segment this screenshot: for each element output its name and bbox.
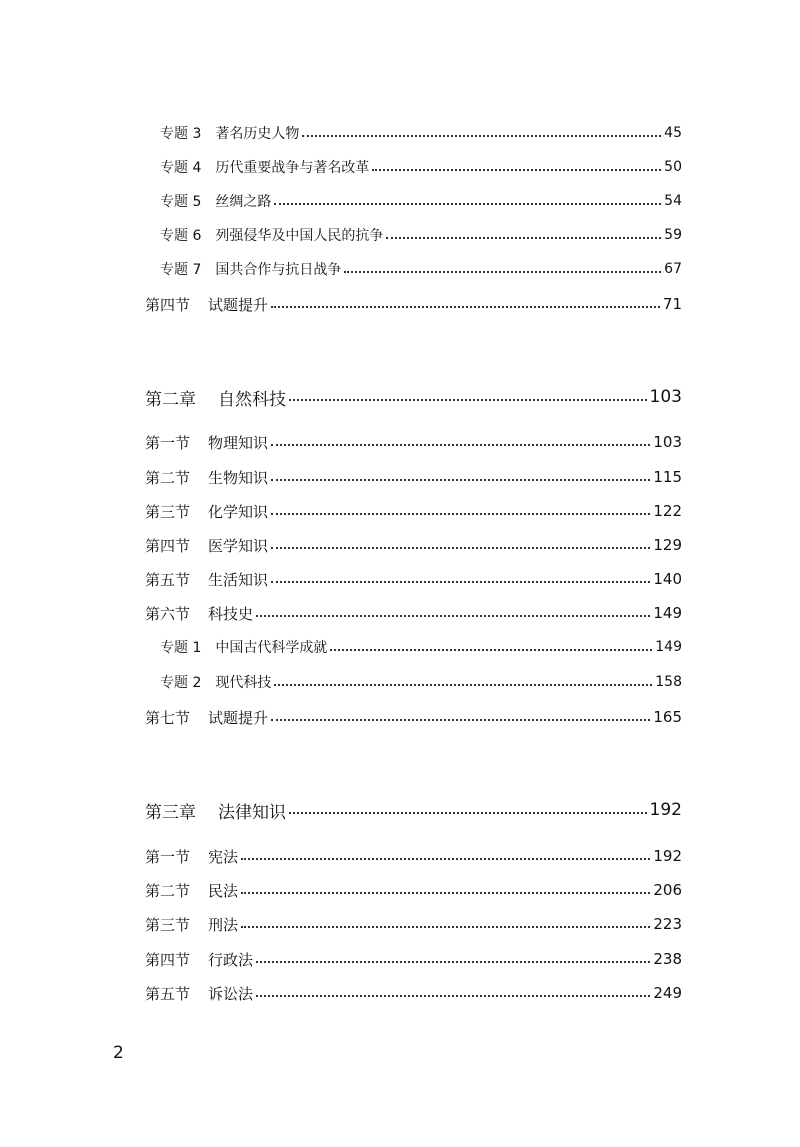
dot-leader [330, 649, 652, 651]
entry-title: 试题提升 [208, 295, 269, 314]
entry-page: 149 [655, 639, 682, 655]
dot-leader [271, 306, 660, 308]
entry-title: 著名历史人物 [215, 126, 300, 142]
page-number: 2 [113, 1043, 124, 1063]
entry-title: 医学知识 [208, 536, 269, 555]
toc-entry-topic-7 [160, 256, 682, 282]
dot-leader [386, 237, 661, 239]
chapter-page: 103 [649, 387, 682, 407]
entry-label: 专题 1 [160, 640, 202, 656]
entry-page: 54 [664, 193, 682, 209]
entry-page: 249 [653, 984, 682, 1002]
toc-entry-section-4 [145, 291, 682, 317]
entry-label: 第七节 [145, 708, 191, 727]
entry-page: 223 [653, 915, 682, 933]
entry-label: 第三节 [145, 915, 191, 934]
toc-entry-section-1 [145, 429, 682, 455]
dot-leader [289, 399, 647, 401]
dot-leader [241, 926, 650, 928]
entry-title: 物理知识 [208, 433, 269, 452]
entry-label: 第四节 [145, 295, 191, 314]
toc-entry-topic-6 [160, 222, 682, 248]
entry-title: 丝绸之路 [215, 194, 272, 210]
entry-label: 第五节 [145, 570, 191, 589]
entry-label: 第一节 [145, 847, 191, 866]
dot-leader [256, 615, 650, 617]
dot-leader [344, 271, 661, 273]
entry-page: 45 [664, 125, 682, 141]
entry-page: 238 [653, 950, 682, 968]
entry-page: 50 [664, 159, 682, 175]
chapter-label: 第三章 [145, 802, 196, 823]
chapter-page: 192 [649, 800, 682, 820]
entry-page: 67 [664, 261, 682, 277]
dot-leader [256, 961, 650, 963]
entry-page: 165 [653, 708, 682, 726]
entry-page: 140 [653, 570, 682, 588]
toc-entry-topic-1 [160, 634, 682, 660]
entry-title: 刑法 [208, 915, 239, 934]
entry-label: 第二节 [145, 881, 191, 900]
toc-entry-section-3 [145, 498, 682, 524]
toc-entry-section-6 [145, 600, 682, 626]
entry-page: 192 [653, 847, 682, 865]
toc-entry-procedural-law [145, 980, 682, 1006]
entry-title: 化学知识 [208, 502, 269, 521]
entry-title: 科技史 [208, 604, 254, 623]
entry-label: 第四节 [145, 950, 191, 969]
entry-label: 第五节 [145, 984, 191, 1003]
toc-entry-section-5 [145, 566, 682, 592]
entry-label: 专题 7 [160, 262, 202, 278]
entry-page: 206 [653, 881, 682, 899]
entry-title: 现代科技 [215, 675, 272, 691]
entry-page: 115 [653, 468, 682, 486]
toc-chapter-2 [145, 382, 682, 412]
dot-leader [302, 135, 661, 137]
entry-title: 生活知识 [208, 570, 269, 589]
entry-title: 试题提升 [208, 708, 269, 727]
toc-entry-topic-2 [160, 669, 682, 695]
entry-label: 第二节 [145, 468, 191, 487]
entry-label: 专题 2 [160, 675, 202, 691]
entry-title: 宪法 [208, 847, 239, 866]
entry-label: 第一节 [145, 433, 191, 452]
toc-entry-civil-law [145, 877, 682, 903]
dot-leader [271, 479, 650, 481]
entry-title: 中国古代科学成就 [215, 640, 328, 656]
entry-page: 71 [662, 295, 682, 313]
chapter-label: 第二章 [145, 389, 196, 410]
entry-label: 第三节 [145, 502, 191, 521]
toc-entry-criminal-law [145, 911, 682, 937]
entry-title: 历代重要战争与著名改革 [215, 160, 370, 176]
entry-label: 专题 6 [160, 228, 202, 244]
entry-title: 列强侵华及中国人民的抗争 [215, 228, 384, 244]
toc-entry-section-2 [145, 464, 682, 490]
dot-leader [274, 203, 661, 205]
entry-page: 149 [653, 604, 682, 622]
dot-leader [271, 719, 650, 721]
entry-page: 103 [653, 433, 682, 451]
entry-page: 122 [653, 502, 682, 520]
toc-entry-topic-3 [160, 120, 682, 146]
dot-leader [271, 513, 650, 515]
dot-leader [256, 995, 650, 997]
dot-leader [241, 892, 650, 894]
entry-title: 国共合作与抗日战争 [215, 262, 342, 278]
entry-page: 59 [664, 227, 682, 243]
toc-entry-section-7 [145, 704, 682, 730]
entry-label: 第六节 [145, 604, 191, 623]
entry-label: 第四节 [145, 536, 191, 555]
toc-entry-constitution [145, 843, 682, 869]
entry-label: 专题 4 [160, 160, 202, 176]
dot-leader [271, 547, 650, 549]
dot-leader [271, 581, 650, 583]
toc-entry-topic-4 [160, 154, 682, 180]
entry-title: 民法 [208, 881, 239, 900]
entry-page: 129 [653, 536, 682, 554]
dot-leader [289, 812, 647, 814]
entry-title: 生物知识 [208, 468, 269, 487]
entry-title: 诉讼法 [208, 984, 254, 1003]
dot-leader [271, 444, 650, 446]
toc-entry-section-4b [145, 532, 682, 558]
toc-chapter-3 [145, 795, 682, 825]
entry-page: 158 [655, 674, 682, 690]
chapter-title: 自然科技 [218, 389, 286, 410]
entry-label: 专题 5 [160, 194, 202, 210]
dot-leader [372, 169, 661, 171]
entry-label: 专题 3 [160, 126, 202, 142]
toc-entry-administrative-law [145, 946, 682, 972]
chapter-title: 法律知识 [218, 802, 286, 823]
entry-title: 行政法 [208, 950, 254, 969]
dot-leader [241, 858, 650, 860]
toc-entry-topic-5 [160, 188, 682, 214]
dot-leader [274, 684, 652, 686]
